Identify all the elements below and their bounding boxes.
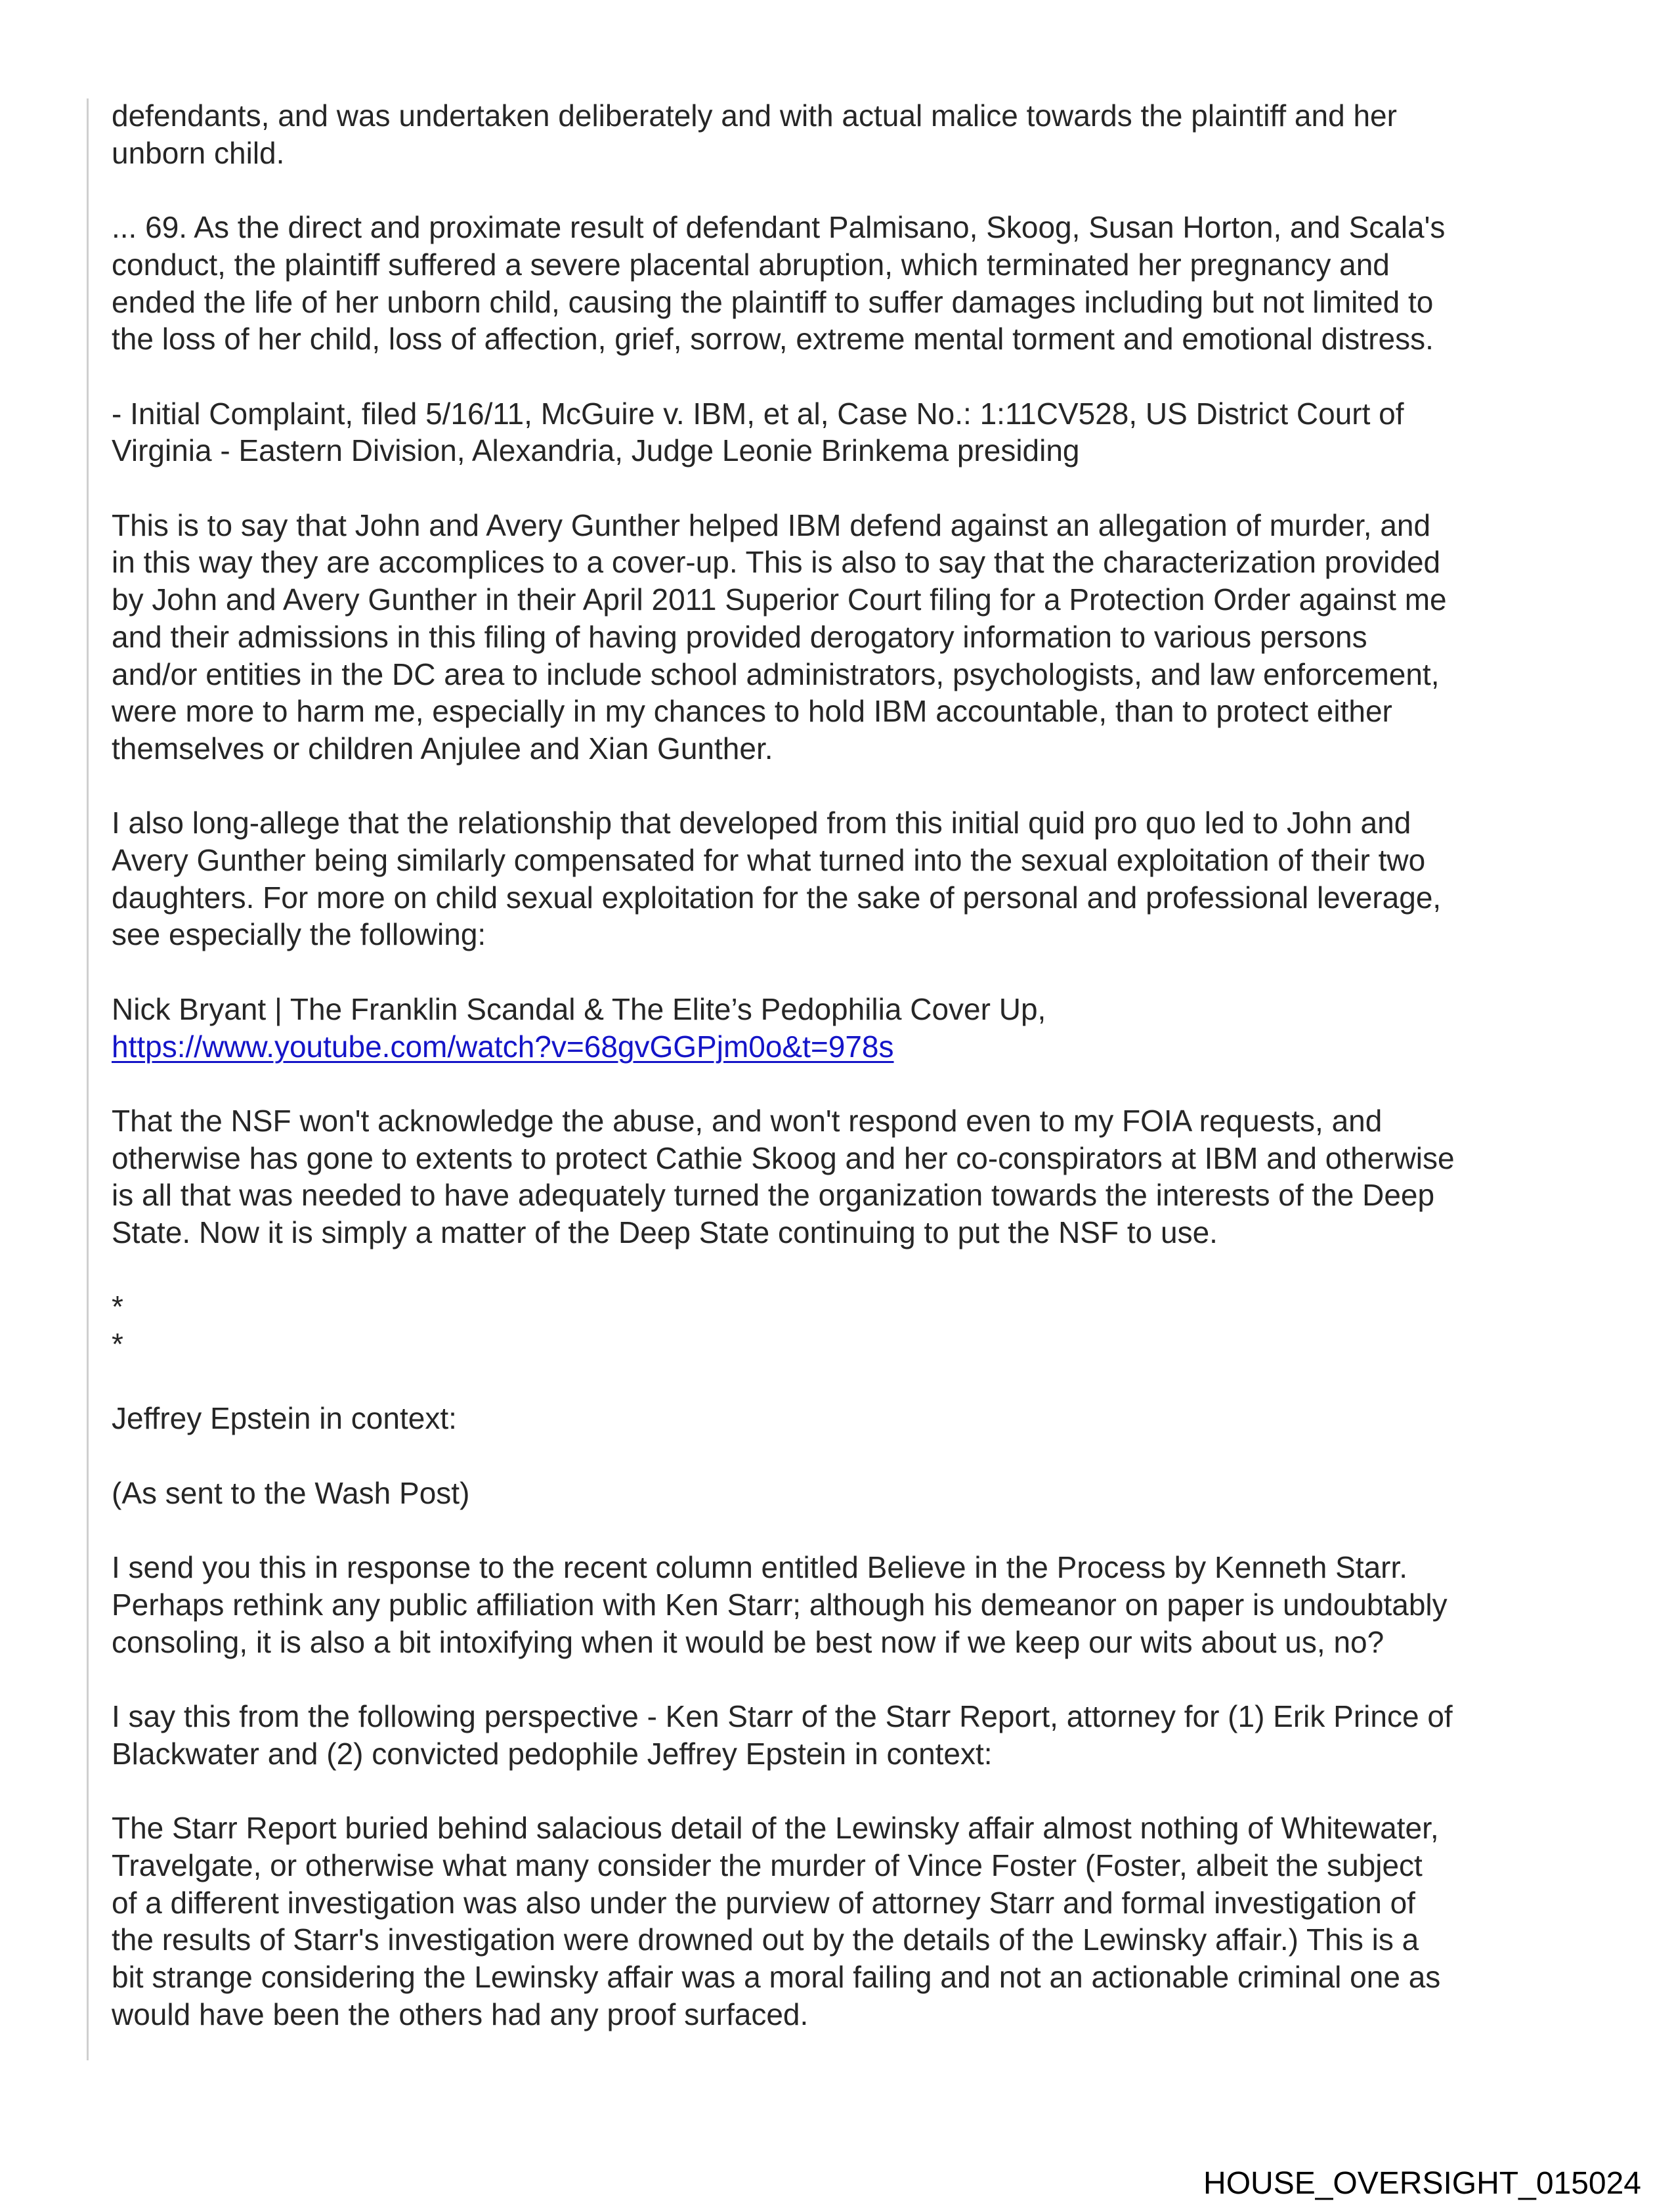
text-line: daughters. For more on child sexual exploitation for the sake of personal and professional leverage, [112, 880, 1442, 915]
paragraph-starr-column-response [112, 1549, 1595, 1660]
text-line: Avery Gunther being similarly compensated for what turned into the sexual exploitation of their two [112, 843, 1426, 877]
text-line: and their admissions in this filing of having provided derogatory information to various persons [112, 619, 1367, 654]
paragraph-nsf [112, 1102, 1595, 1251]
text-line: would have been the others had any proof surfaced. [112, 1997, 809, 2031]
wash-post-note [112, 1475, 1595, 1512]
text-line: bit strange considering the Lewinsky affair was a moral failing and not an actionable criminal one as [112, 1959, 1441, 1994]
text-line: consoling, it is also a bit intoxifying when it would be best now if we keep our wits about us, no? [112, 1624, 1384, 1659]
text-line: defendants, and was undertaken deliberately and with actual malice towards the plaintiff and her [112, 98, 1397, 133]
text-line: in this way they are accomplices to a cover-up. This is also to say that the characterization provided [112, 545, 1441, 580]
text-line: unborn child. [112, 135, 285, 170]
text-line: Blackwater and (2) convicted pedophile Jeffrey Epstein in context: [112, 1736, 993, 1771]
asterisk-separator: * [112, 1327, 123, 1362]
text-line: the loss of her child, loss of affection, grief, sorrow, extreme mental torment and emotional distress. [112, 322, 1434, 357]
document-body [112, 97, 1595, 2033]
text-line: State. Now it is simply a matter of the Deep State continuing to put the NSF to use. [112, 1215, 1218, 1249]
paragraph-complaint-citation [112, 395, 1595, 469]
text-line: Perhaps rethink any public affiliation with Ken Starr; although his demeanor on paper is undoubtably [112, 1587, 1448, 1622]
text-line: otherwise has gone to extents to protect Cathie Skoog and her co-conspirators at IBM and otherwise [112, 1140, 1455, 1175]
text-line: themselves or children Anjulee and Xian Gunther. [112, 731, 773, 766]
text-line: Jeffrey Epstein in context: [112, 1401, 457, 1436]
text-line: I say this from the following perspective - Ken Starr of the Starr Report, attorney for (1) Erik Prince of [112, 1699, 1453, 1734]
youtube-link[interactable]: https://www.youtube.com/watch?v=68gvGGPjm0o&t=978s [112, 1029, 894, 1064]
text-line: - Initial Complaint, filed 5/16/11, McGuire v. IBM, et al, Case No.: 1:11CV528, US District Court of [112, 396, 1404, 431]
text-line: and/or entities in the DC area to include school administrators, psychologists, and law enforcement, [112, 657, 1440, 691]
text-line: I also long-allege that the relationship that developed from this initial quid pro quo led to John and [112, 806, 1411, 840]
text-line: The Starr Report buried behind salacious detail of the Lewinsky affair almost nothing of Whitewater, [112, 1811, 1439, 1846]
text-line: I send you this in response to the recent column entitled Believe in the Process by Kenneth Starr. [112, 1550, 1408, 1585]
reference-title: Nick Bryant | The Franklin Scandal & The Elite’s Pedophilia Cover Up, [112, 991, 1046, 1026]
section-heading-epstein [112, 1400, 1595, 1437]
paragraph-complaint-excerpt-end [112, 97, 1595, 171]
asterisk-separator: * [112, 1290, 123, 1324]
text-line: conduct, the plaintiff suffered a severe placental abruption, which terminated her pregnancy and [112, 247, 1390, 282]
text-line: is all that was needed to have adequately turned the organization towards the interests of the Deep [112, 1178, 1435, 1213]
text-line: see especially the following: [112, 917, 486, 952]
text-line: That the NSF won't acknowledge the abuse, and won't respond even to my FOIA requests, and [112, 1103, 1383, 1138]
paragraph-gunther-accomplices [112, 507, 1595, 768]
paragraph-starr-perspective [112, 1698, 1595, 1772]
text-line: This is to say that John and Avery Gunther helped IBM defend against an allegation of murder, and [112, 508, 1431, 542]
text-line: ended the life of her unborn child, causing the plaintiff to suffer damages including but not limited to [112, 284, 1434, 319]
text-line: of a different investigation was also under the purview of attorney Starr and formal investigation of [112, 1885, 1415, 1920]
bates-number: HOUSE_OVERSIGHT_015024 [1203, 2166, 1641, 2201]
text-line: the results of Starr's investigation were drowned out by the details of the Lewinsky affair.) This is a [112, 1922, 1419, 1957]
text-line: by John and Avery Gunther in their April 2011 Superior Court filing for a Protection Order against me [112, 582, 1447, 617]
text-line: Travelgate, or otherwise what many consider the murder of Vince Foster (Foster, albeit the subject [112, 1848, 1423, 1882]
reference-video [112, 991, 1595, 1065]
section-separator [112, 1288, 1595, 1362]
text-line: ... 69. As the direct and proximate result of defendant Palmisano, Skoog, Susan Horton, and Scala's [112, 210, 1446, 245]
text-line: were more to harm me, especially in my chances to hold IBM accountable, than to protect either [112, 694, 1392, 729]
text-line: Virginia - Eastern Division, Alexandria, Judge Leonie Brinkema presiding [112, 433, 1080, 468]
paragraph-starr-report [112, 1810, 1595, 2033]
quote-left-rule [87, 98, 89, 2060]
paragraph-complaint-69 [112, 209, 1595, 358]
text-line: (As sent to the Wash Post) [112, 1475, 470, 1510]
paragraph-quid-pro-quo [112, 804, 1595, 953]
